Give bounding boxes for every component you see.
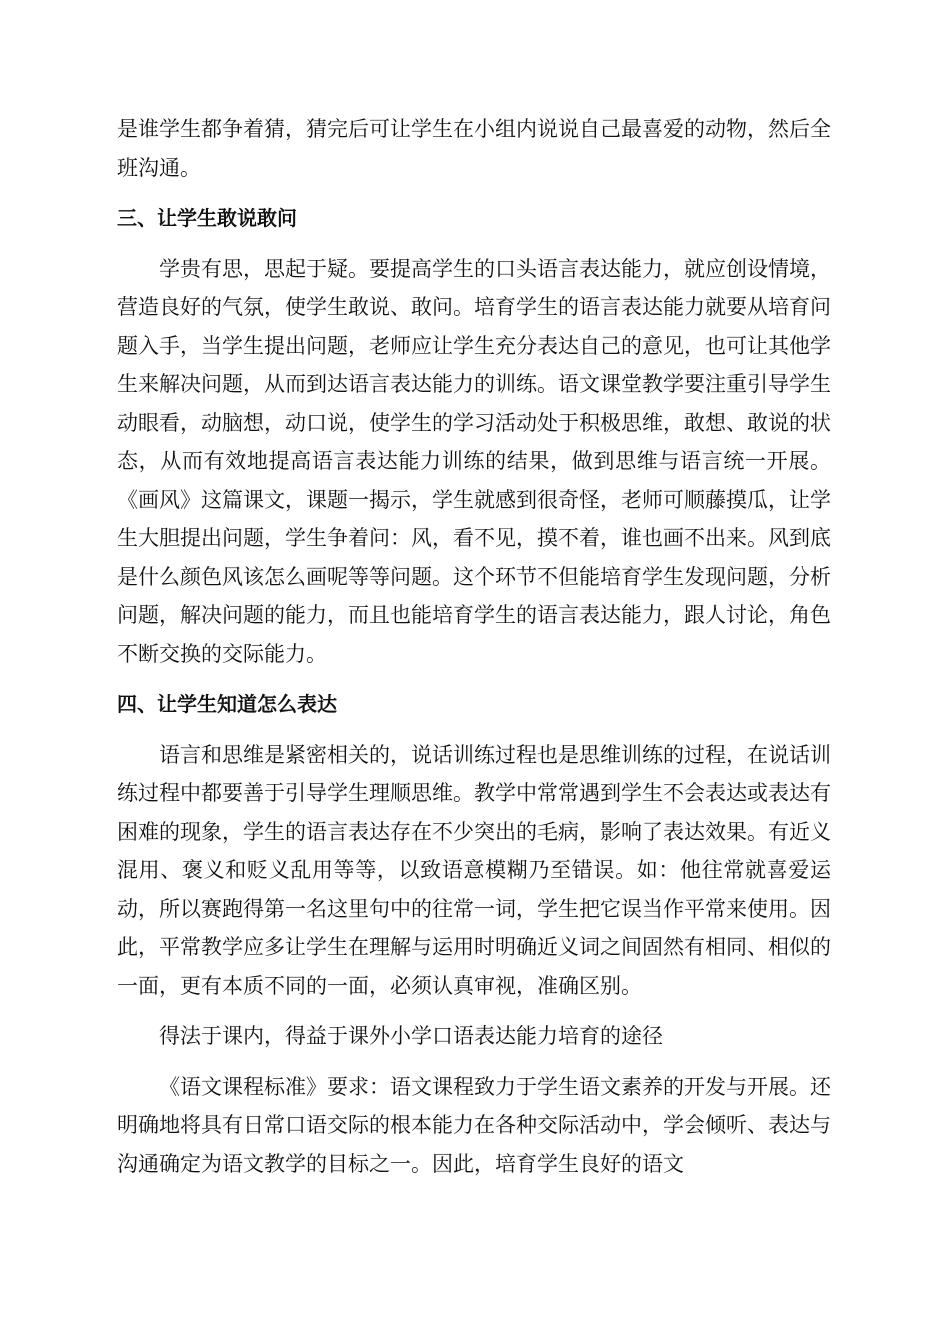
section-heading-3: 三、让学生敢说敢问: [117, 206, 297, 230]
paragraph-curriculum-standard: 《语文课程标准》要求：语文课程致力于学生语文素养的开发与开展。还明确地将具有日常口语交际的根本能力在各种交际活动中，学会倾听、表达与沟通确定为语文教学的目标之一。因此，培育学生良好的语文: [117, 1074, 831, 1176]
section-heading-4: 四、让学生知道怎么表达: [117, 692, 337, 716]
paragraph-section-4: 语言和思维是紧密相关的，说话训练过程也是思维训练的过程，在说话训练过程中都要善于引导学生理顺思维。教学中常常遇到学生不会表达或表达有困难的现象，学生的语言表达存在不少突出的毛病，影响了表达效果。有近义混用、褒义和贬义乱用等等，以致语意模糊乃至错误。如：他往常就喜爱运动，所以赛跑得第一名这里句中的往常一词，学生把它误当作平常来使用。因此，平常教学应多让学生在理解与运用时明确近义词之间固然有相同、相似的一面，更有本质不同的一面，必须认真审视，准确区别。: [117, 742, 831, 998]
paragraph-subtitle: 得法于课内，得益于课外小学口语表达能力培育的途径: [159, 1024, 663, 1048]
paragraph-section-3: 学贵有思，思起于疑。要提高学生的口头语言表达能力，就应创设情境，营造良好的气氛，使学生敢说、敢问。培育学生的语言表达能力就要从培育问题入手，当学生提出问题，老师应让学生充分表达自己的意见，也可让其他学生来解决问题，从而到达语言表达能力的训练。语文课堂教学要注重引导学生动眼看，动脑想，动口说，使学生的学习活动处于积极思维，敢想、敢说的状态，从而有效地提高语言表达能力训练的结果，做到思维与语言统一开展。《画风》这篇课文，课题一揭示，学生就感到很奇怪，老师可顺藤摸瓜，让学生大胆提出问题，学生争着问：风，看不见，摸不着，谁也画不出来。风到底是什么颜色风该怎么画呢等等问题。这个环节不但能培育学生发现问题，分析问题，解决问题的能力，而且也能培育学生的语言表达能力，跟人讨论，角色不断交换的交际能力。: [117, 256, 831, 666]
document-body: [117, 110, 831, 1183]
paragraph-continued: 是谁学生都争着猜，猜完后可让学生在小组内说说自己最喜爱的动物，然后全班沟通。: [117, 117, 831, 180]
